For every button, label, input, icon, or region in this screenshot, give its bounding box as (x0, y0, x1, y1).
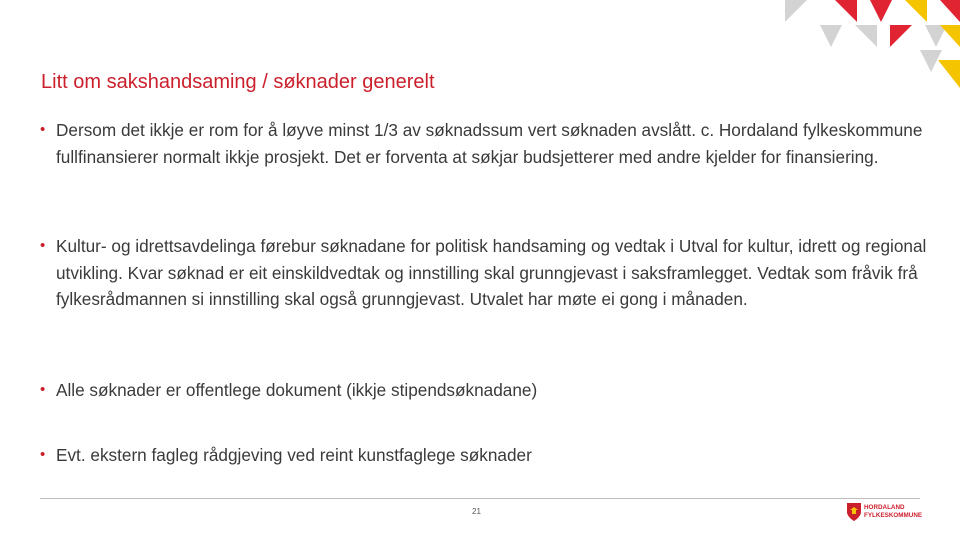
bullet-text: Alle søknader er offentlege dokument (ikkje stipendsøknadane) (56, 380, 538, 400)
bullet-text: Dersom det ikkje er rom for å løyve minst 1/3 av søknadssum vert søknaden avslått. c. Hordaland fylkeskommune fullfinansierer normalt ikkje prosjekt. Det er forventa at søkjar budsjetterer med andre kjelder for finansiering. (56, 120, 923, 167)
bullet-item (40, 117, 930, 170)
bullet-item (40, 442, 532, 469)
coat-of-arms-icon (846, 502, 862, 522)
slide-title: Litt om sakshandsaming / søknader generelt (41, 71, 435, 94)
bullet-text: Evt. ekstern fagleg rådgjeving ved reint kunstfaglege søknader (56, 445, 532, 465)
triangle-pattern-decoration (780, 0, 960, 90)
bullet-marker: • (40, 237, 46, 254)
bullet-marker: • (40, 381, 46, 398)
bullet-item (40, 233, 930, 313)
bullet-marker: • (40, 446, 46, 463)
bullet-marker: • (40, 121, 46, 138)
page-number: 21 (472, 507, 481, 516)
county-logo (846, 501, 926, 523)
bullet-item (40, 377, 537, 404)
logo-text: HORDALAND FYLKESKOMMUNE (864, 504, 923, 519)
bullet-text: Kultur- og idrettsavdelinga førebur søknadane for politisk handsaming og vedtak i Utval for kultur, idrett og regional utvikling. Kvar søknad er eit einskildvedtak og innstilling skal grunngjevast i saksframlegget. Vedtak som fråvik frå fylkesrådmannen si innstilling skal også grunngjevast. Utvalet har møte ei gong i månaden. (56, 236, 927, 309)
footer-divider (40, 498, 920, 499)
